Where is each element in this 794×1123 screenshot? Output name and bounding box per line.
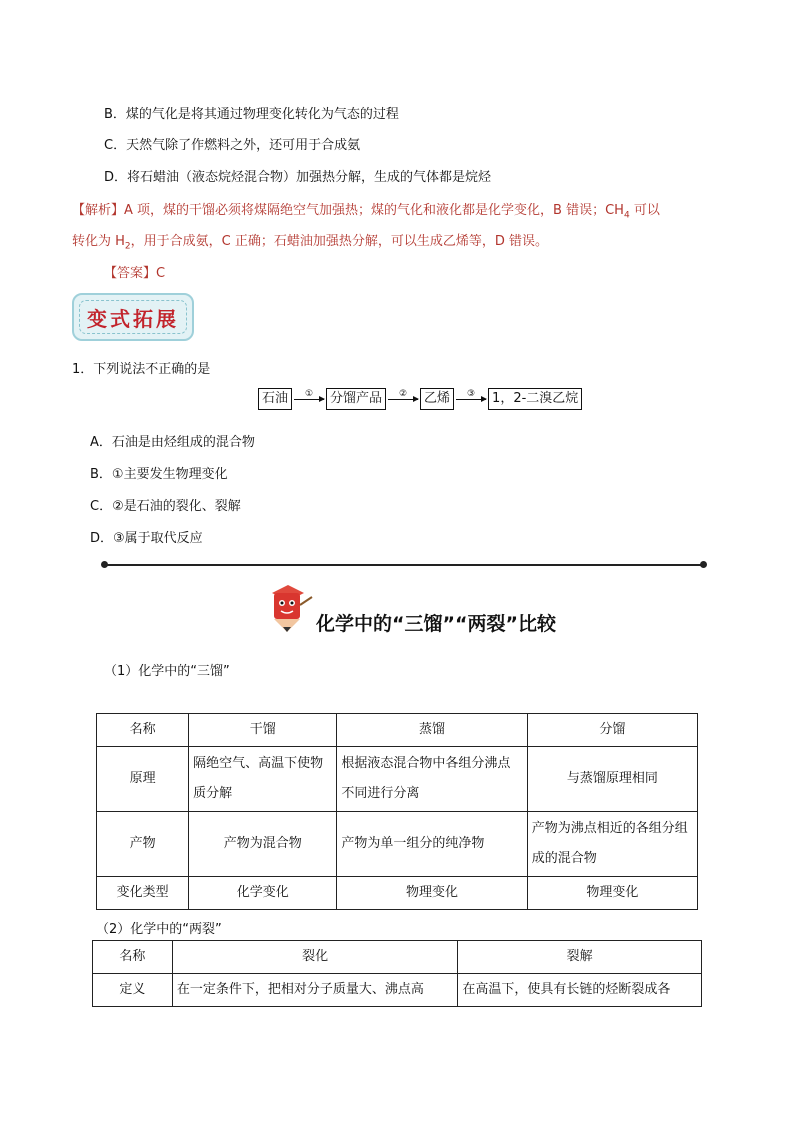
question-stem: 1．下列说法不正确的是	[72, 362, 211, 377]
flow-box-petroleum: 石油	[258, 388, 292, 410]
subheading-three-distillations: （1）化学中的“三馏”	[104, 664, 230, 679]
table-cell: 在一定条件下，把相对分子质量大、沸点高	[172, 974, 458, 1007]
table-cell: 物理变化	[337, 877, 527, 910]
table-cell: 物理变化	[527, 877, 697, 910]
q-option-b: B．①主要发生物理变化	[90, 467, 228, 482]
table-header-cell: 干馏	[189, 714, 337, 747]
table-cell: 根据液态混合物中各组分沸点不同进行分离	[337, 747, 527, 812]
table-cell: 化学变化	[189, 877, 337, 910]
table-row	[97, 812, 698, 877]
table-two-crackings	[92, 940, 702, 1007]
table-cell: 隔绝空气、高温下使物质分解	[189, 747, 337, 812]
table-cell: 原理	[97, 747, 189, 812]
table-three-distillations	[96, 713, 698, 910]
analysis-text-2: 转化为 H	[72, 234, 125, 249]
flow-arrow-1	[294, 389, 324, 410]
flow-arrow-2	[388, 389, 418, 410]
flow-box-dibromoethane: 1，2-二溴乙烷	[488, 388, 582, 410]
arrow-label-2: ②	[398, 389, 408, 399]
subheading-two-crackings: （2）化学中的“两裂”	[96, 922, 222, 937]
flow-diagram	[258, 388, 582, 410]
flow-box-fractions: 分馏产品	[326, 388, 386, 410]
flow-arrow-3	[456, 389, 486, 410]
analysis-text-1-end: 可以	[629, 203, 660, 218]
table-cell: 产物	[97, 812, 189, 877]
table-header-row	[97, 714, 698, 747]
answer-value: C	[156, 266, 166, 281]
flow-box-ethylene: 乙烯	[420, 388, 454, 410]
table-cell: 产物为单一组分的纯净物	[337, 812, 527, 877]
option-d: D．将石蜡油（液态烷烃混合物）加强热分解，生成的气体都是烷烃	[104, 170, 492, 185]
table-row	[97, 877, 698, 910]
divider-dot-right	[700, 561, 707, 568]
analysis-label: 【解析】	[72, 203, 125, 218]
option-b: B．煤的气化是将其通过物理变化转化为气态的过程	[104, 107, 399, 122]
option-c: C．天然气除了作燃料之外，还可用于合成氨	[104, 138, 361, 153]
divider-line	[104, 564, 704, 566]
table-header-cell: 蒸馏	[337, 714, 527, 747]
table-cell: 变化类型	[97, 877, 189, 910]
table-row	[97, 747, 698, 812]
analysis-text-2-end: ，用于合成氨，C 正确；石蜡油加强热分解，可以生成乙烯等，D 错误。	[130, 234, 549, 249]
badge-text: 变式拓展	[79, 300, 187, 334]
table-row	[93, 974, 702, 1007]
table-cell: 定义	[93, 974, 173, 1007]
table-cell: 产物为混合物	[189, 812, 337, 877]
answer-line	[104, 262, 165, 281]
answer-label: 【答案】	[104, 266, 157, 281]
table-cell: 在高温下，使具有长链的烃断裂成各	[458, 974, 702, 1007]
analysis-line-2	[72, 230, 548, 252]
table-header-cell: 裂解	[458, 941, 702, 974]
table-header-cell: 裂化	[172, 941, 458, 974]
section-badge	[72, 293, 194, 341]
table-cell: 与蒸馏原理相同	[527, 747, 697, 812]
q-option-c: C．②是石油的裂化、裂解	[90, 499, 241, 514]
section-title: 化学中的“三馏”“两裂”比较	[316, 613, 556, 635]
table-cell: 产物为沸点相近的各组分组成的混合物	[527, 812, 697, 877]
table-header-cell: 名称	[97, 714, 189, 747]
table-header-cell: 分馏	[527, 714, 697, 747]
arrow-label-1: ①	[304, 389, 314, 399]
subscript-2: 2	[124, 241, 131, 252]
arrow-label-3: ③	[467, 389, 476, 399]
q-option-d: D．③属于取代反应	[90, 531, 203, 546]
subscript-4: 4	[623, 210, 630, 221]
table-header-cell: 名称	[93, 941, 173, 974]
table-header-row	[93, 941, 702, 974]
pencil-mascot-icon	[266, 581, 314, 633]
analysis-line-1	[72, 199, 660, 221]
q-option-a: A．石油是由烃组成的混合物	[90, 435, 255, 450]
analysis-text-1: A 项，煤的干馏必须将煤隔绝空气加强热；煤的气化和液化都是化学变化，B 错误；CH	[124, 203, 624, 218]
